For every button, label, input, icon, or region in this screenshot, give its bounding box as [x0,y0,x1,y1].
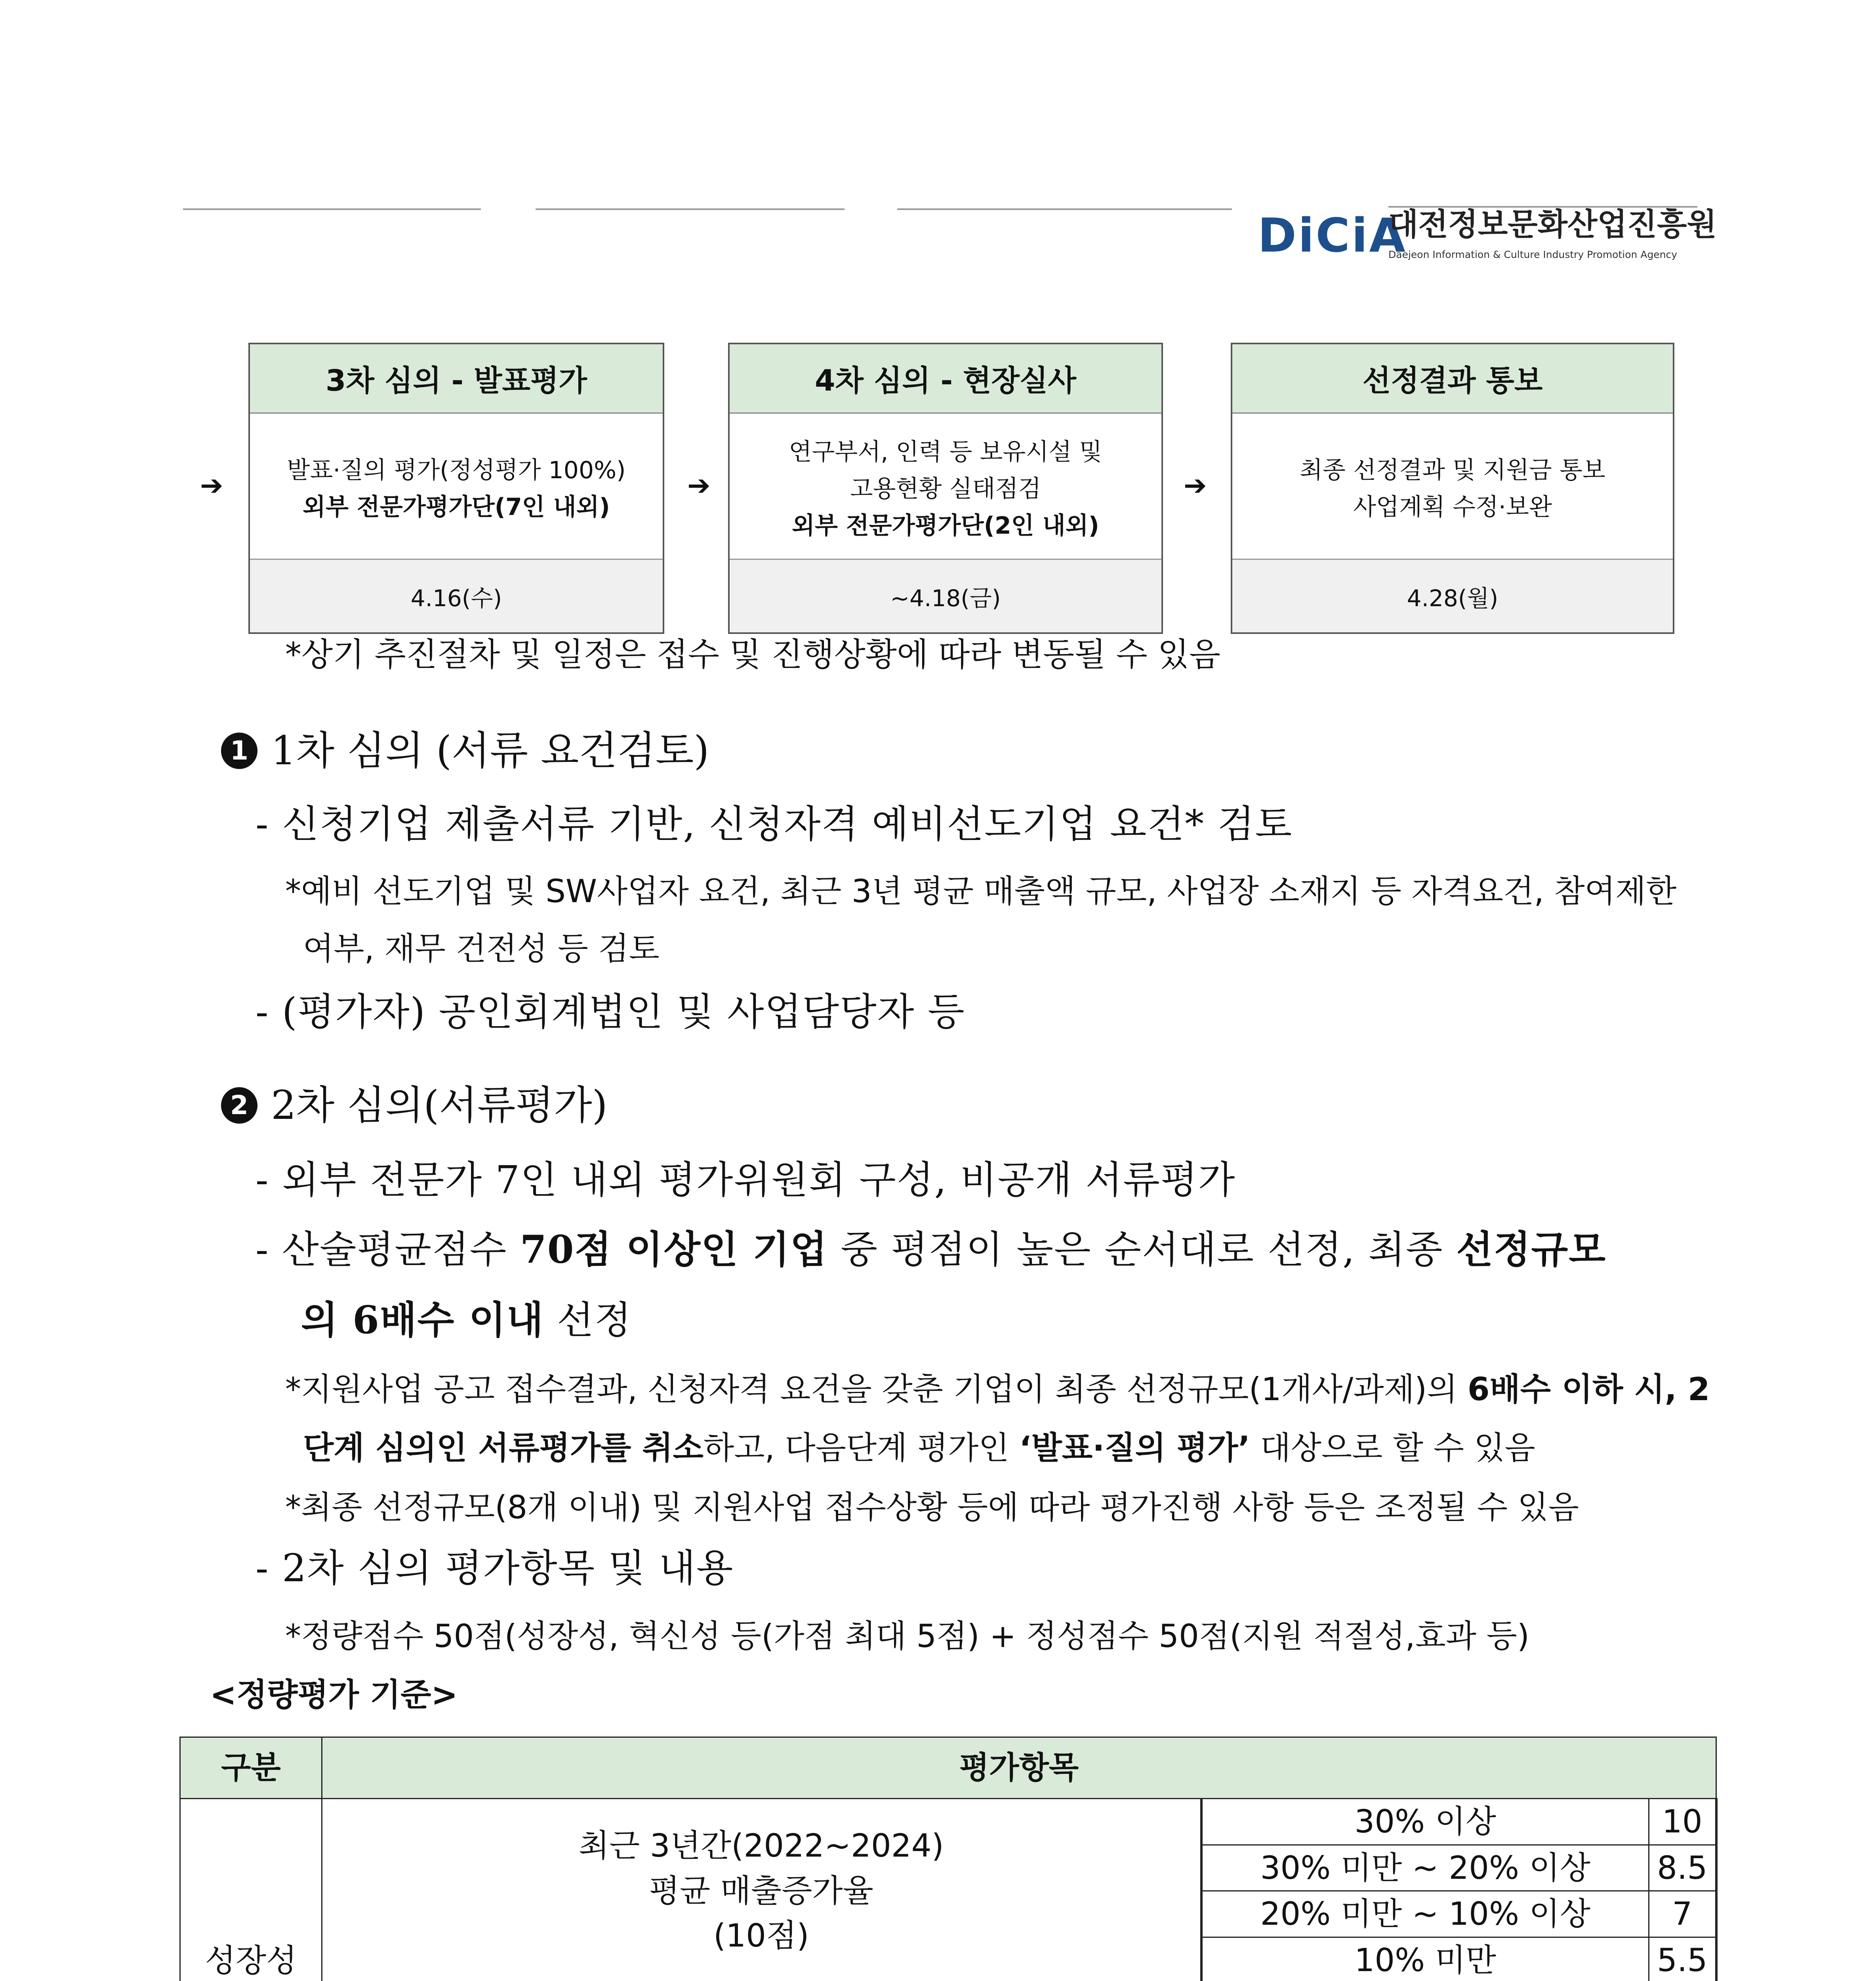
step-date: 4.28(월) [1232,559,1673,632]
section-2-note-2: *최종 선정규모(8개 이내) 및 지원사업 접수상황 등에 따라 평가진행 사항 등은 조정될 수 있음 [285,1489,1579,1526]
section-2-bullet-3: - 2차 심의 평가항목 및 내용 [255,1546,734,1590]
arrow-icon: ➔ [1184,469,1207,502]
cell-line: 최근 3년간(2022~2024) [578,1827,944,1865]
step-title: 선정결과 통보 [1232,344,1673,414]
range-cell: 30% 미만 ~ 20% 이상 [1201,1845,1649,1891]
step-line: 사업계획 수정·보완 [1353,493,1552,521]
arrow-icon: ➔ [687,469,711,502]
section-1-title: 1차 심의 (서류 요건검토) [271,727,709,774]
section-2-note-1-line-2 [303,1429,1535,1466]
section-2-bullet-2-line-1 [255,1227,1607,1272]
step-title: 3차 심의 - 발표평가 [250,344,663,414]
process-step-4 [728,343,1163,634]
section-2-marker: 2 [221,1087,257,1124]
step-line: 고용현황 실태점검 [850,475,1041,503]
text-run-bold: 의 6배수 이내 [301,1298,544,1342]
section-1-bullet-1: - 신청기업 제출서류 기반, 신청자격 예비선도기업 요건* 검토 [255,802,1293,846]
org-name-en: Daejeon Information & Culture Industry Promotion Agency [1388,249,1678,260]
step-line: 연구부서, 인력 등 보유시설 및 [789,438,1102,466]
range-cell: 10% 미만 [1201,1937,1649,1981]
score-cell: 8.5 [1649,1845,1716,1891]
section-1-heading [221,727,709,774]
table-caption: <정량평가 기준> [210,1676,458,1713]
cell-line: (10점) [713,1917,809,1954]
arrow-icon: ➔ [200,469,223,502]
header-rule-1 [183,208,481,210]
section-1-marker: 1 [221,733,257,769]
section-1-bullet-2: - (평가자) 공인회계법인 및 사업담당자 등 [255,990,965,1034]
section-1-note-line-1: *예비 선도기업 및 SW사업자 요건, 최근 3년 평균 매출액 규모, 사업장 소재지 등 자격요건, 참여제한 [285,873,1677,910]
text-run: 선정 [544,1298,632,1342]
process-step-result [1231,343,1674,634]
range-cell: 30% 이상 [1201,1799,1649,1845]
section-2-title: 2차 심의(서류평가) [271,1082,608,1128]
step-body [250,414,663,564]
schedule-note: *상기 추진절차 및 일정은 접수 및 진행상황에 따라 변동될 수 있음 [285,636,1221,674]
org-logo: DiCiA [1258,208,1407,263]
text-run: 중 평점이 높은 순서대로 선정, 최종 [827,1227,1457,1272]
section-2-note-1-line-1 [285,1371,1710,1408]
section-2-heading [221,1082,608,1128]
step-line: 최종 선정결과 및 지원금 통보 [1300,456,1605,484]
step-body [1232,414,1673,564]
step-date: ~4.18(금) [730,559,1161,632]
text-run-bold: 선정규모 [1456,1227,1607,1272]
text-run-bold: 70점 이상인 기업 [520,1227,828,1272]
section-1-note-line-2: 여부, 재무 건전성 등 검토 [303,930,660,967]
header-items: 평가항목 [322,1737,1716,1799]
score-cell: 7 [1649,1891,1716,1937]
header-rule-2 [536,208,845,210]
cell-line: 성장성 [205,1942,297,1979]
process-step-3 [248,343,664,634]
text-run: 대상으로 할 수 있음 [1250,1429,1535,1466]
section-2-note-3: *정량점수 50점(성장성, 혁신성 등(가점 최대 5점) + 정성점수 50점(지원 적절성,효과 등) [285,1618,1530,1655]
step-line-bold: 외부 전문가평가단(7인 내외) [303,493,610,521]
step-line: 발표·질의 평가(정성평가 100%) [287,456,626,484]
quantitative-evaluation-table [179,1737,1717,1981]
range-cell: 20% 미만 ~ 10% 이상 [1201,1891,1649,1937]
text-run-bold: ‘발표·질의 평가’ [1019,1429,1250,1466]
header-category: 구분 [180,1737,322,1799]
text-run: - 산술평균점수 [255,1227,520,1272]
org-name-ko: 대전정보문화산업진흥원 [1388,207,1717,242]
sales-growth-item [322,1799,1201,1981]
text-run-bold: 6배수 이하 시, 2 [1467,1371,1710,1408]
header-rule-3 [897,208,1232,210]
score-cell: 5.5 [1649,1937,1716,1981]
step-body [730,414,1161,564]
step-line-bold: 외부 전문가평가단(2인 내외) [792,511,1099,540]
section-2-bullet-2-line-2 [301,1298,632,1342]
text-run: 하고, 다음단계 평가인 [703,1429,1020,1466]
score-cell: 10 [1649,1799,1716,1845]
growth-category [180,1799,322,1981]
step-date: 4.16(수) [250,559,663,632]
cell-line: 평균 매출증가율 [649,1872,873,1909]
step-title: 4차 심의 - 현장실사 [730,344,1161,414]
section-2-bullet-1: - 외부 전문가 7인 내외 평가위원회 구성, 비공개 서류평가 [255,1158,1236,1202]
text-run-bold: 단계 심의인 서류평가를 취소 [303,1429,704,1466]
text-run: *지원사업 공고 접수결과, 신청자격 요건을 갖춘 기업이 최종 선정규모(1개사/과제)의 [285,1371,1468,1408]
